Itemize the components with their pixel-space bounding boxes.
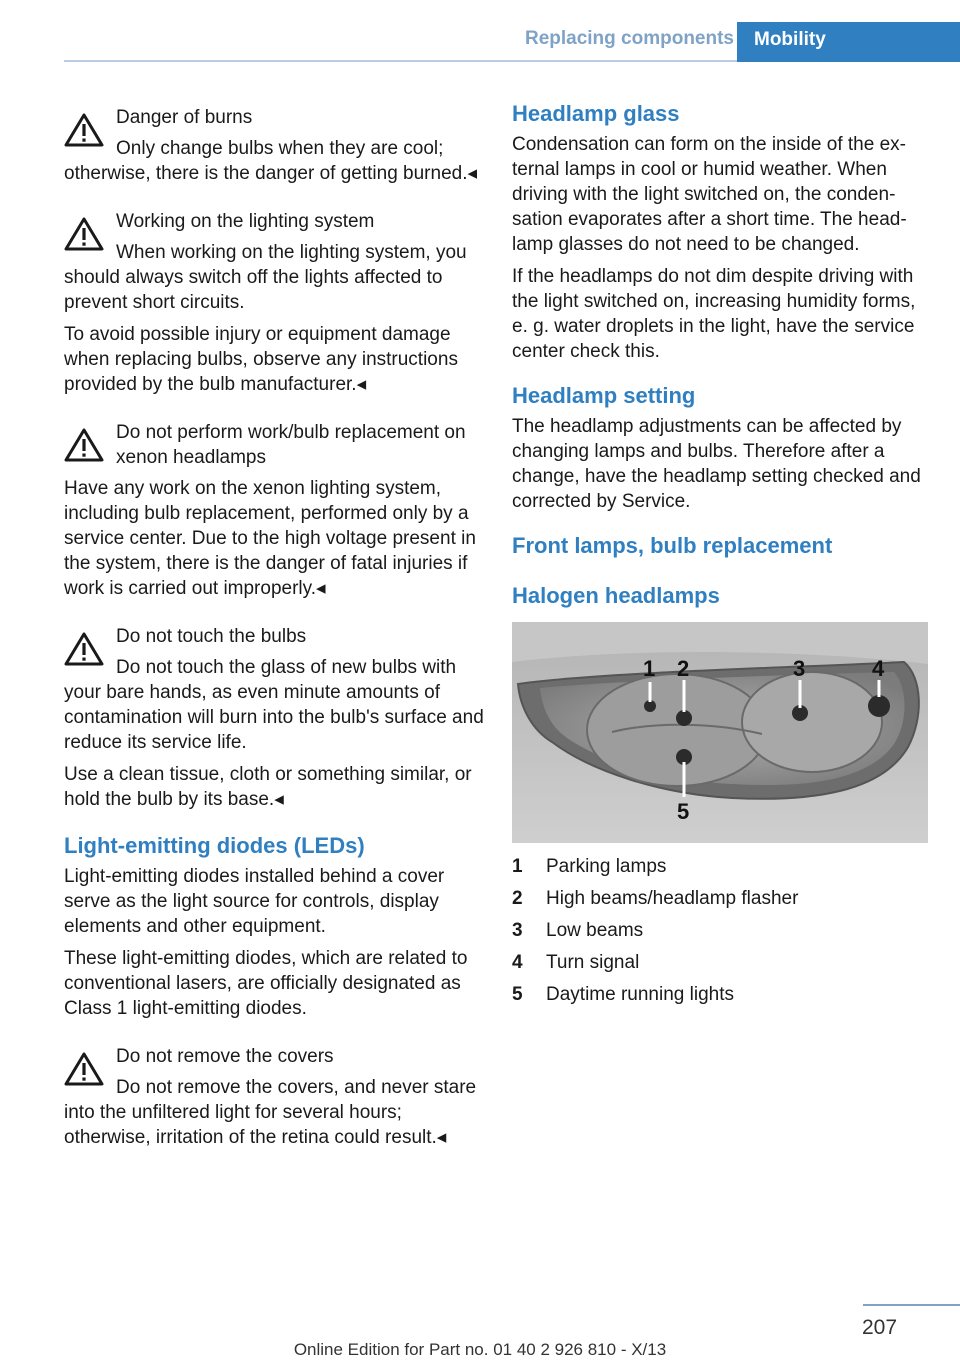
warning-body: Only change bulbs when they are cool; otherwise, there is the danger of getting burned.◂	[64, 138, 478, 184]
list-item	[512, 850, 932, 882]
warning-triangle-icon	[64, 216, 104, 252]
paragraph: To avoid possible injury or equipment damage when replacing bulbs, observe any instructions provided by the bulb manufacturer.◂	[64, 324, 458, 395]
warning-body: Do not touch the glass of new bulbs with your bare hands, as even minute amounts of contamination will burn into the bulb's surface and reduce its service life.	[64, 657, 484, 753]
section-headlamp-setting	[512, 382, 932, 514]
paragraph: Condensation can form on the inside of the external lamps in cool or humid weather. When driving with the light switched on, the condensation evaporates after a short time. The headlamp glasses do not need to be changed.	[512, 134, 907, 255]
list-item	[512, 978, 932, 1010]
warning-title: Do not perform work/bulb replacement on xenon headlamps	[116, 422, 466, 468]
header-chapter-tab: Mobility	[737, 22, 960, 62]
paragraph: If the headlamps do not dim despite driving with the light switched on, increasing humidity forms, e. g. water droplets in the light, have the service center check this.	[512, 266, 916, 362]
figure-label-5: 5	[677, 799, 690, 824]
section-led	[64, 832, 484, 1021]
heading-front-lamps: Front lamps, bulb replacement	[512, 533, 833, 558]
warning-burns	[64, 100, 484, 186]
warning-title: Danger of burns	[116, 107, 253, 128]
footer-edition: Online Edition for Part no. 01 40 2 926 810 - X/13	[293, 1340, 667, 1359]
paragraph: Have any work on the xenon lighting system, including bulb replacement, performed only by a service center. Due to the high voltage present in the system, there is the danger of fatal injuries if work is carried out improperly.◂	[64, 478, 476, 599]
paragraph: These light-emitting diodes, which are related to conventional lasers, are officially designated as Class 1 light-emitting diodes.	[64, 948, 468, 1019]
legend-number: 1	[512, 855, 523, 877]
headlamp-figure	[512, 622, 928, 843]
paragraph: Use a clean tissue, cloth or something similar, or hold the bulb by its base.◂	[64, 764, 472, 810]
paragraph: Light-emitting diodes installed behind a cover serve as the light source for controls, display elements and other equipment.	[64, 866, 445, 937]
warning-triangle-icon	[64, 112, 104, 148]
warning-triangle-icon	[64, 427, 104, 463]
list-item	[512, 914, 932, 946]
list-item	[512, 882, 932, 914]
warning-title: Do not remove the covers	[116, 1046, 334, 1067]
legend-number: 2	[512, 887, 523, 909]
left-column	[64, 100, 484, 1168]
legend-label: High beams/headlamp flasher	[546, 887, 799, 909]
legend-label: Parking lamps	[546, 855, 667, 877]
figure-label-3: 3	[793, 656, 806, 681]
warning-title: Do not touch the bulbs	[116, 626, 307, 647]
warning-triangle-icon	[64, 631, 104, 667]
heading-headlamp-glass: Headlamp glass	[512, 101, 680, 126]
legend-label: Turn signal	[546, 951, 640, 973]
heading-halogen: Halogen headlamps	[512, 583, 720, 608]
legend-number: 3	[512, 919, 523, 941]
paragraph: The headlamp adjustments can be affected by changing lamps and bulbs. Therefore after a change, have the headlamp setting checked and corrected by Service.	[512, 416, 921, 512]
list-item	[512, 946, 932, 978]
figure-label-4: 4	[872, 656, 885, 681]
legend-label: Daytime running lights	[546, 983, 734, 1005]
right-column	[512, 100, 932, 1010]
warning-title: Working on the lighting system	[116, 211, 375, 232]
section-headlamp-glass	[512, 100, 932, 364]
warning-body: When working on the lighting system, you should always switch off the lights affected to prevent short circuits.	[64, 242, 467, 313]
warning-xenon	[64, 415, 484, 470]
figure-label-2: 2	[677, 656, 690, 681]
legend-label: Low beams	[546, 919, 644, 941]
legend-number: 4	[512, 951, 523, 973]
warning-covers	[64, 1039, 484, 1150]
legend-number: 5	[512, 983, 523, 1005]
warning-lighting-system	[64, 204, 484, 315]
warning-body: Do not remove the covers, and never stare into the unfiltered light for several hours; otherwise, irritation of the retina could result.◂	[64, 1077, 477, 1148]
warning-triangle-icon	[64, 1051, 104, 1087]
page-number: 207	[862, 1316, 898, 1339]
legend-list	[512, 850, 932, 1010]
warning-touch-bulbs	[64, 619, 484, 755]
heading-headlamp-setting: Headlamp setting	[512, 383, 696, 408]
heading-led: Light-emitting diodes (LEDs)	[64, 833, 365, 858]
footer-rule	[863, 1304, 960, 1306]
header-section-title: Replacing components	[524, 28, 734, 49]
figure-label-1: 1	[643, 656, 656, 681]
